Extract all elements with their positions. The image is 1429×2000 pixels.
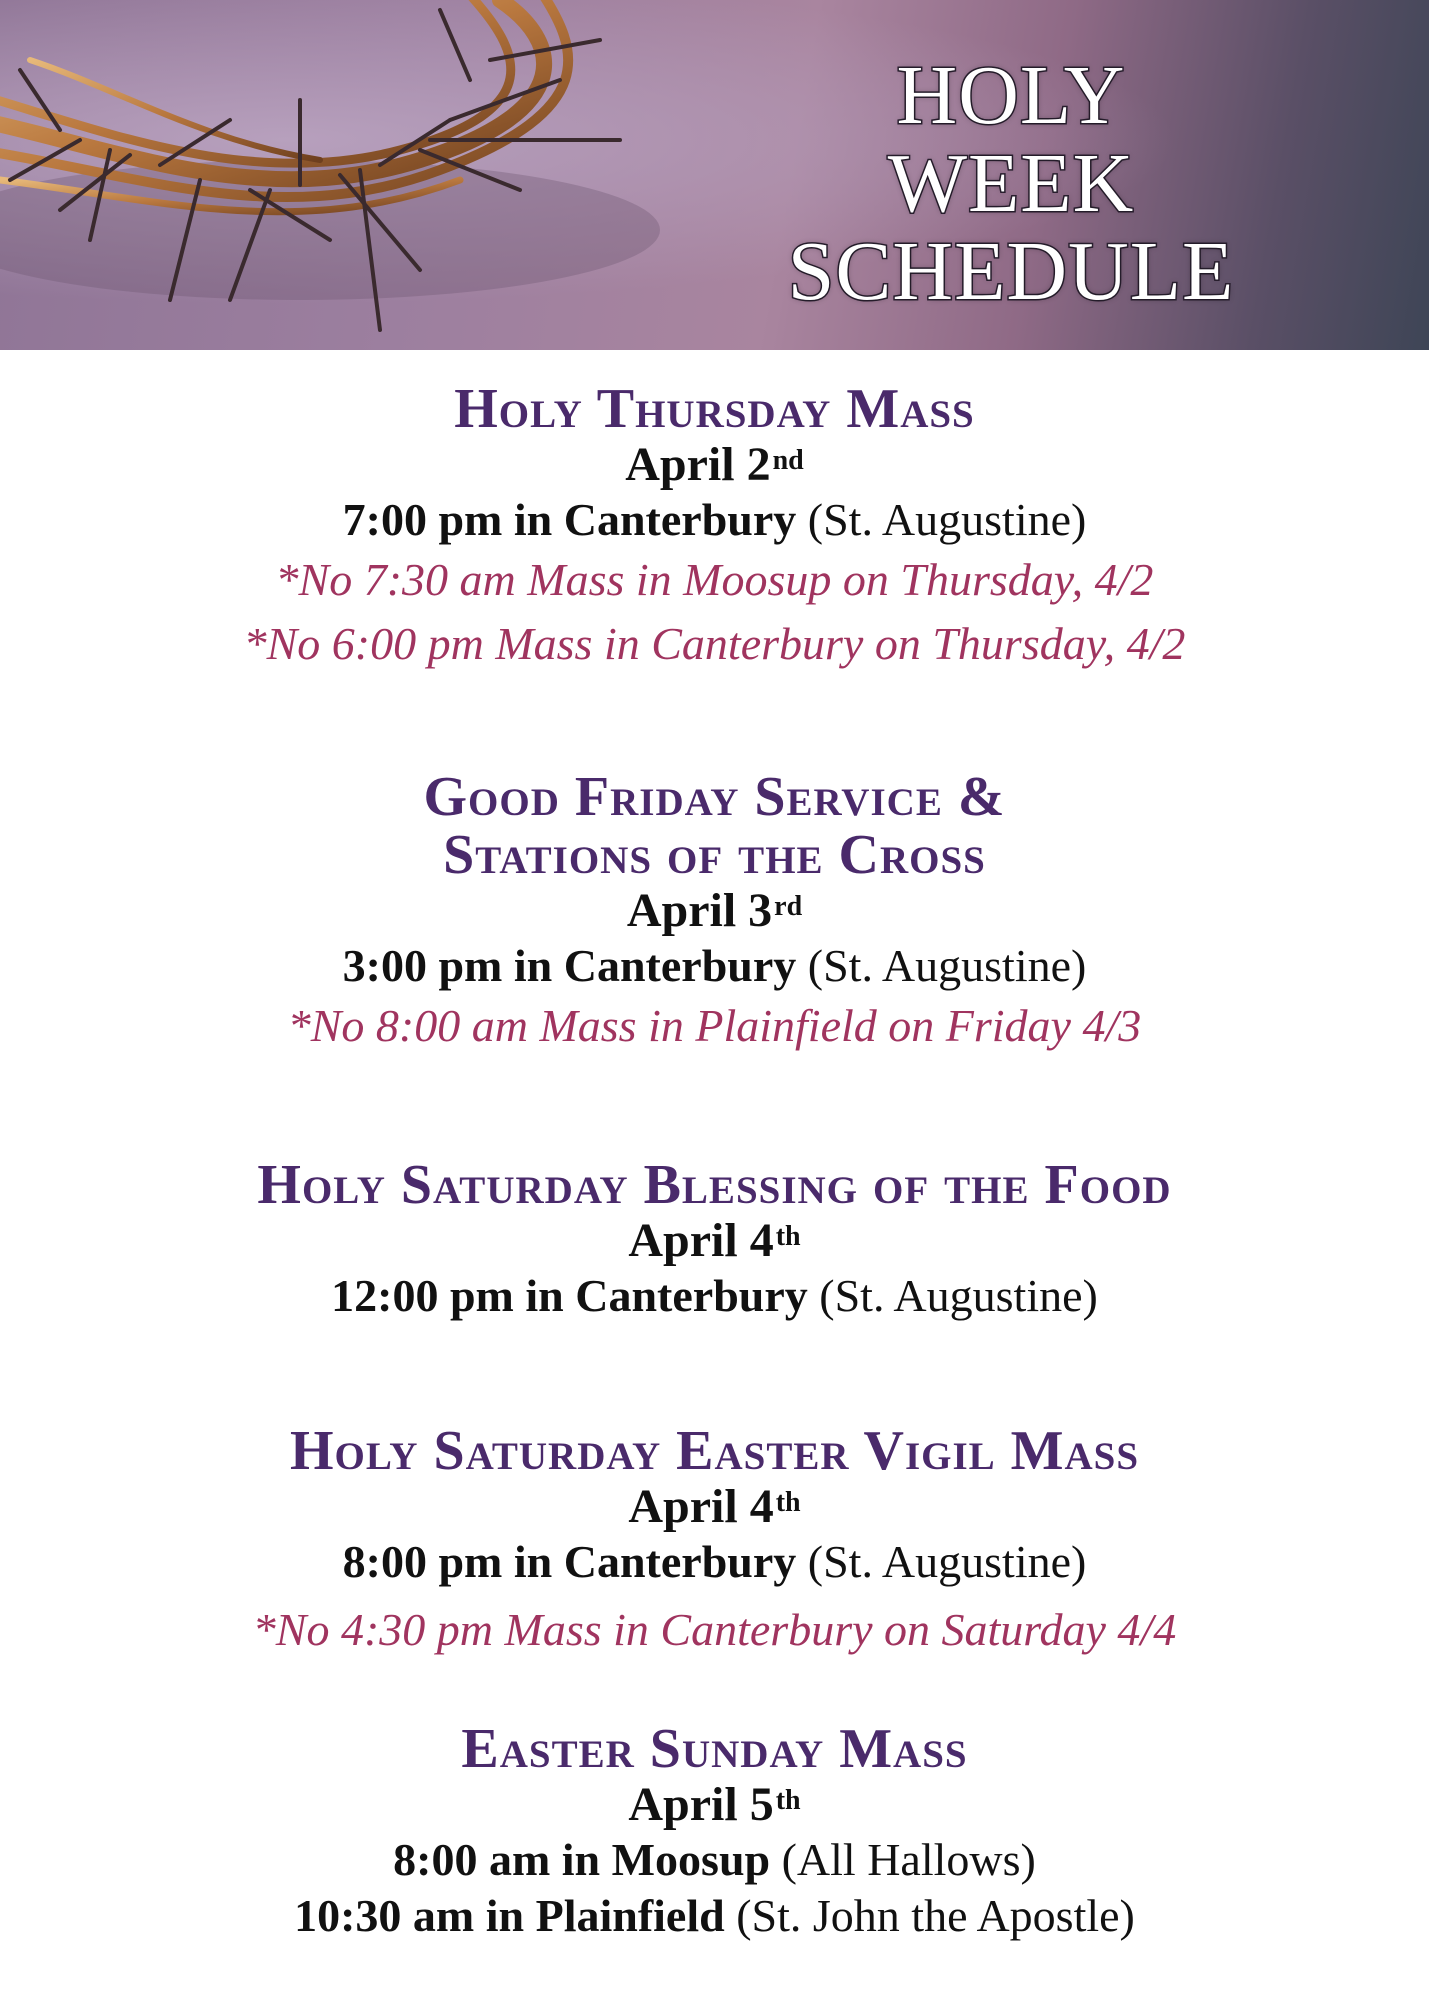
- service-time: 10:30 am in Plainfield (St. John the Apostle): [294, 1890, 1135, 1941]
- section-heading: Easter Sunday Mass: [461, 1718, 968, 1780]
- banner-title-line: WEEK: [887, 137, 1135, 230]
- cancellation-note: *No 8:00 am Mass in Plainfield on Friday 4/3: [287, 1000, 1142, 1051]
- service-time: 8:00 am in Moosup (All Hallows): [393, 1834, 1036, 1885]
- banner-title-line: SCHEDULE: [787, 225, 1235, 318]
- section-good-friday: [0, 768, 1429, 1058]
- cancellation-note: *No 7:30 am Mass in Moosup on Thursday, 4/2: [275, 554, 1154, 605]
- section-date: April 4th: [628, 1480, 801, 1533]
- section-date: April 4th: [628, 1214, 801, 1267]
- service-time: 8:00 pm in Canterbury (St. Augustine): [342, 1536, 1087, 1587]
- section-heading: Good Friday Service &: [423, 766, 1006, 828]
- section-heading: Holy Saturday Easter Vigil Mass: [289, 1420, 1140, 1482]
- cancellation-note: *No 6:00 pm Mass in Canterbury on Thursday, 4/2: [243, 618, 1186, 669]
- service-time: 3:00 pm in Canterbury (St. Augustine): [342, 940, 1087, 991]
- section-blessing-of-food: [0, 1156, 1429, 1324]
- section-easter-vigil: [0, 1422, 1429, 1662]
- banner-title-line: HOLY: [896, 49, 1126, 142]
- section-heading: Holy Saturday Blessing of the Food: [257, 1154, 1172, 1216]
- banner-title: [741, 49, 1281, 318]
- crown-of-thorns-icon: [0, 0, 820, 350]
- cancellation-note: *No 4:30 pm Mass in Canterbury on Saturday 4/4: [252, 1604, 1177, 1655]
- section-date: April 2nd: [625, 438, 804, 491]
- service-time: 7:00 pm in Canterbury (St. Augustine): [342, 494, 1087, 545]
- section-holy-thursday: [0, 380, 1429, 676]
- section-heading: Holy Thursday Mass: [454, 378, 975, 440]
- section-date: April 5th: [628, 1778, 801, 1831]
- section-easter-sunday: [0, 1720, 1429, 1944]
- banner: [0, 0, 1429, 350]
- section-date: April 3rd: [626, 884, 803, 937]
- section-heading: Stations of the Cross: [443, 824, 986, 886]
- service-time: 12:00 pm in Canterbury (St. Augustine): [331, 1270, 1098, 1321]
